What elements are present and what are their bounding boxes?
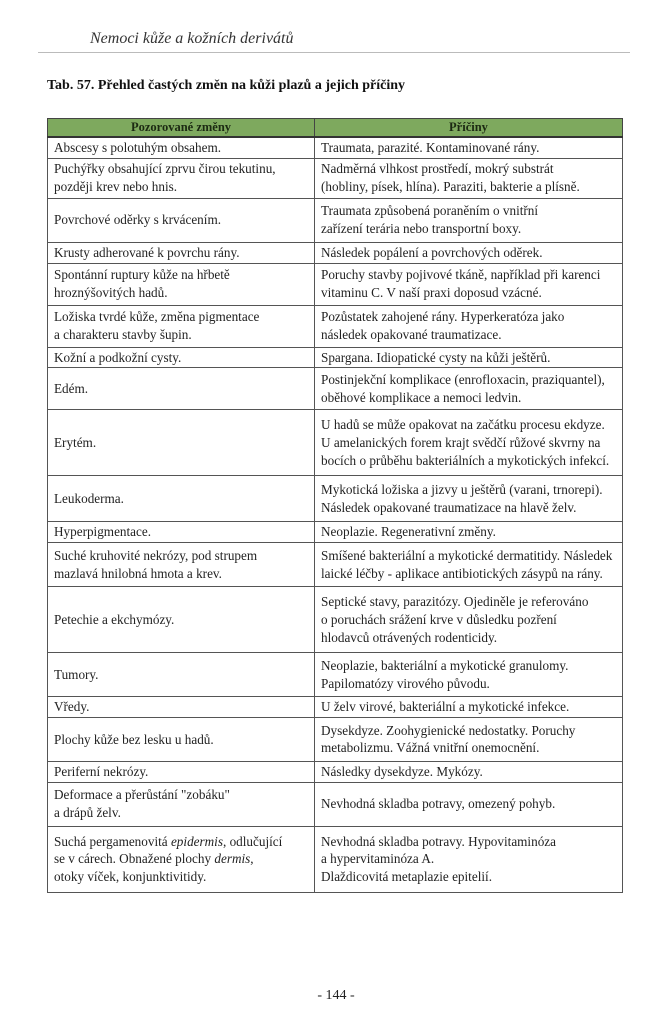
term-dermis: dermis (214, 851, 251, 867)
table-row (48, 522, 623, 543)
table-row (48, 410, 623, 476)
cause-cell: Následky dysekdyze. Mykózy. (315, 761, 623, 782)
header-changes: Pozorované změny (48, 119, 315, 137)
change-cell: Leukoderma. (48, 476, 315, 522)
cause-cell: Traumata, parazité. Kontaminované rány. (315, 137, 623, 158)
page-number: - 144 - (317, 988, 355, 1003)
change-cell: Puchýřky obsahující zprvu čirou tekutinu, později krev nebo hnis. (48, 158, 315, 198)
header-rule (38, 52, 630, 53)
change-cell: Plochy kůže bez lesku u hadů. (48, 717, 315, 761)
table-row (48, 782, 623, 826)
table-row (48, 653, 623, 697)
header-causes: Příčiny (315, 119, 623, 137)
change-cell: Abscesy s polotuhým obsahem. (48, 137, 315, 158)
change-cell: Spontánní ruptury kůže na hřbetě hroznýšovitých hadů. (48, 263, 315, 305)
cause-cell: Smíšené bakteriální a mykotické dermatitidy. Následek laické léčby - aplikace antibiotických zásypů na rány. (315, 543, 623, 587)
cause-cell: Dysekdyze. Zoohygienické nedostatky. Poruchy metabolizmu. Vážná vnitřní onemocnění. (315, 717, 623, 761)
table-header-row (48, 119, 623, 137)
change-text: , odlučující se v cárech. Obnažené plochy (54, 833, 283, 867)
table-row (48, 242, 623, 263)
running-head: Nemoci kůže a kožních derivátů (90, 30, 294, 47)
cause-cell: Mykotická ložiska a jizvy u ještěrů (varani, trnorepi). Následek opakované traumatizace na hlavě želv. (315, 476, 623, 522)
change-cell (48, 826, 315, 892)
change-text: , otoky víček, konjunktivitidy. (54, 851, 254, 885)
table-row (48, 305, 623, 347)
table-row (48, 543, 623, 587)
table-row (48, 587, 623, 653)
change-text: Suchá pergamenovitá (54, 833, 171, 849)
change-cell: Kožní a podkožní cysty. (48, 347, 315, 368)
change-cell: Erytém. (48, 410, 315, 476)
change-cell: Suché kruhovité nekrózy, pod strupem mazlavá hnilobná hmota a krev. (48, 543, 315, 587)
table-row (48, 368, 623, 410)
cause-cell: Postinjekční komplikace (enrofloxacin, praziquantel), oběhové komplikace a nemoci ledvin. (315, 368, 623, 410)
change-cell: Hyperpigmentace. (48, 522, 315, 543)
table-row (48, 826, 623, 892)
cause-cell: Neoplazie. Regenerativní změny. (315, 522, 623, 543)
cause-cell: Následek popálení a povrchových oděrek. (315, 242, 623, 263)
change-cell: Petechie a ekchymózy. (48, 587, 315, 653)
cause-cell: Nadměrná vlhkost prostředí, mokrý substrát (hobliny, písek, hlína). Paraziti, bakterie a plísně. (315, 158, 623, 198)
change-cell: Tumory. (48, 653, 315, 697)
table-row (48, 761, 623, 782)
cause-cell: Pozůstatek zahojené rány. Hyperkeratóza jako následek opakované traumatizace. (315, 305, 623, 347)
table-row (48, 697, 623, 718)
cause-cell: Septické stavy, parazitózy. Ojediněle je referováno o poruchách srážení krve v důsledku pozření hlodavců otrávených rodenticidy. (315, 587, 623, 653)
cause-cell: Poruchy stavby pojivové tkáně, například při karenci vitaminu C. V naší praxi doposud vzácné. (315, 263, 623, 305)
change-cell: Edém. (48, 368, 315, 410)
cause-cell: U želv virové, bakteriální a mykotické infekce. (315, 697, 623, 718)
table-row (48, 717, 623, 761)
table-row (48, 158, 623, 198)
cause-cell: Neoplazie, bakteriální a mykotické granulomy. Papilomatózy virového původu. (315, 653, 623, 697)
cause-cell: Spargana. Idiopatické cysty na kůži ještěrů. (315, 347, 623, 368)
table-caption: Tab. 57. Přehled častých změn na kůži plazů a jejich příčiny (47, 78, 406, 93)
table-row (48, 198, 623, 242)
table-row (48, 137, 623, 158)
change-cell: Periferní nekrózy. (48, 761, 315, 782)
cause-cell: Nevhodná skladba potravy. Hypovitaminóza a hypervitaminóza A. Dlaždicovitá metaplazie epitelií. (315, 826, 623, 892)
cause-cell: U hadů se může opakovat na začátku procesu ekdyze. U amelanických forem krajt svědčí růžové skvrny na bocích o průběhu bakteriálních a mykotických infekcí. (315, 410, 623, 476)
term-epidermis: epidermis (170, 833, 223, 849)
change-cell: Vředy. (48, 697, 315, 718)
cause-cell: Traumata způsobená poraněním o vnitřní zařízení terária nebo transportní boxy. (315, 198, 623, 242)
change-cell: Deformace a přerůstání "zobáku" a drápů želv. (48, 782, 315, 826)
table-row (48, 347, 623, 368)
cause-cell: Nevhodná skladba potravy, omezený pohyb. (315, 782, 623, 826)
table-row (48, 263, 623, 305)
change-cell: Ložiska tvrdé kůže, změna pigmentace a charakteru stavby šupin. (48, 305, 315, 347)
change-cell: Povrchové oděrky s krvácením. (48, 198, 315, 242)
change-cell: Krusty adherované k povrchu rány. (48, 242, 315, 263)
findings-table (47, 118, 623, 893)
table-row (48, 476, 623, 522)
